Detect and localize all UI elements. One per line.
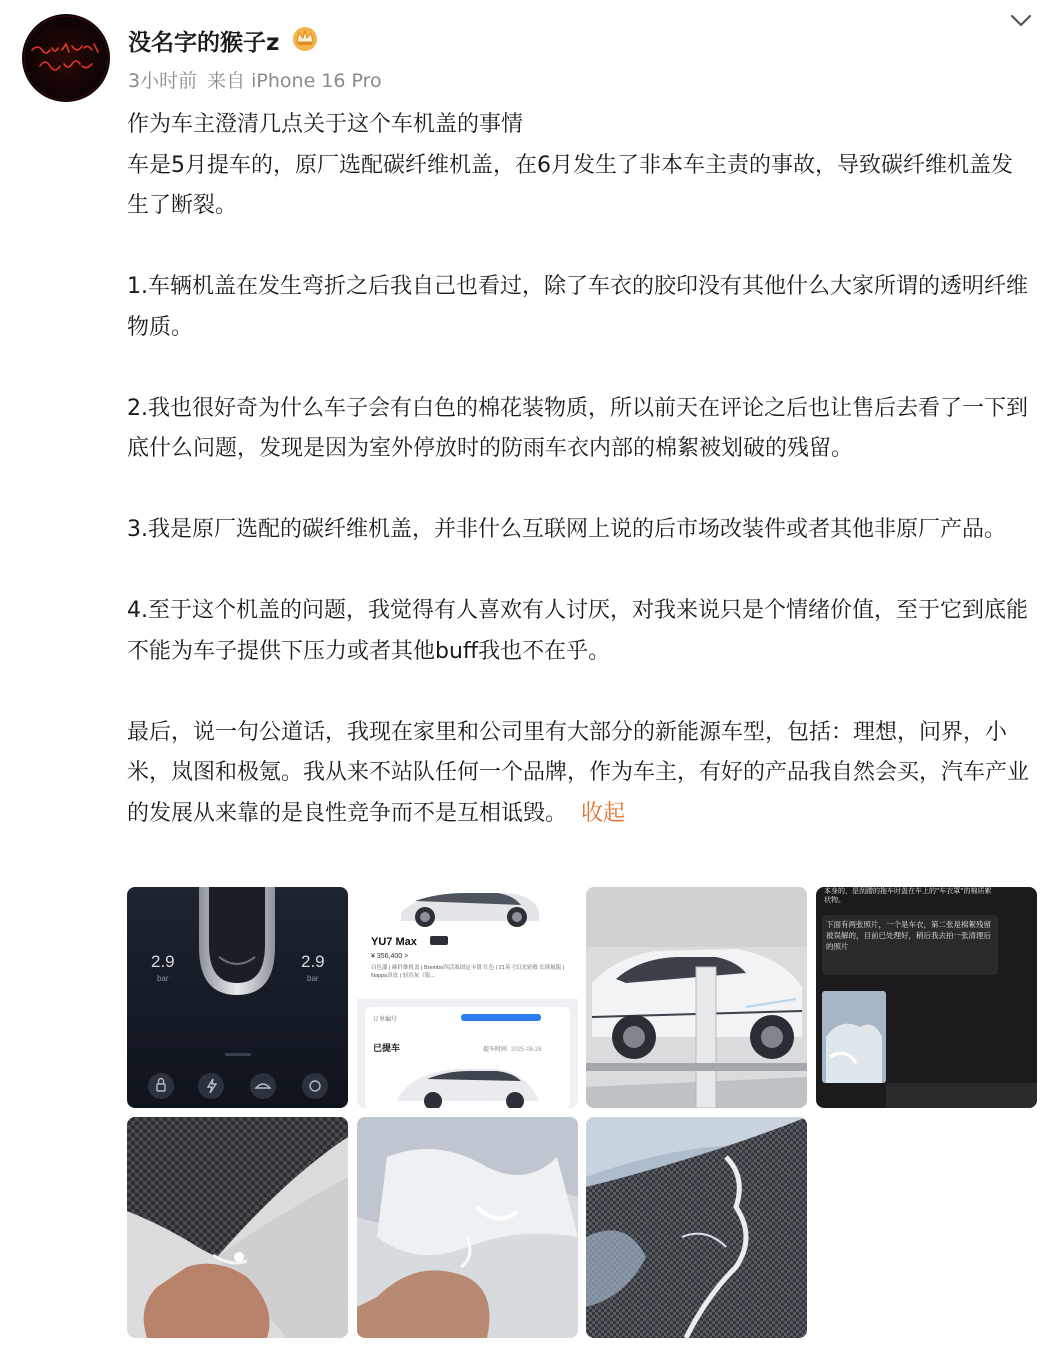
post-point-4: 4.至于这个机盖的问题，我觉得有人喜欢有人讨厌，对我来说只是个情绪价值，至于它到底能不能为车子提供下压力或者其他buff我也不在乎。 xyxy=(127,598,1028,664)
post-meta xyxy=(128,66,382,93)
image-cotton-residue[interactable] xyxy=(357,1117,578,1338)
chat-top-text: 本身的，是刮蹭的拖车时盖在车上的"车衣罩"的棉质絮状物。 xyxy=(824,887,992,904)
neon-sign-icon xyxy=(22,14,110,102)
tire-left-unit: bar xyxy=(157,974,169,983)
username[interactable]: 没名字的猴子z xyxy=(128,30,280,56)
chevron-down-icon[interactable] xyxy=(1006,10,1036,32)
post-intro: 车是5月提车的，原厂选配碳纤维机盖，在6月发生了非本车主责的事故，导致碳纤维机盖发生了断裂。 xyxy=(127,152,1013,218)
collapse-link[interactable]: 收起 xyxy=(581,800,626,826)
post-body xyxy=(127,105,1032,834)
order-spec: 白色漆 | 碳纤维机盖 | Brembo四活塞固定卡钳 红色 | 21英寸幻光轮毂 长续航版 | Nappa真皮 | 轻岩灰（银... xyxy=(371,965,565,979)
order-price: ¥ 356,400 > xyxy=(371,953,409,960)
image-carbon-hood-hand[interactable] xyxy=(127,1117,348,1338)
post-time: 3小时前 xyxy=(128,70,198,92)
image-tire-pressure[interactable] xyxy=(127,887,348,1108)
avatar[interactable] xyxy=(22,14,110,102)
post-point-2: 2.我也很好奇为什么车子会有白色的棉花装物质，所以前天在评论之后也让售后去看了一下到底什么问题，发现是因为室外停放时的防雨车衣内部的棉絮被划破的残留。 xyxy=(127,395,1028,461)
order-model: YU7 Max xyxy=(371,936,417,948)
image-order-screen[interactable] xyxy=(357,887,578,1108)
post-point-1: 1.车辆机盖在发生弯折之后我自己也看过，除了车衣的胶印没有其他什么大家所谓的透明纤维物质。 xyxy=(127,274,1028,340)
order-date-label: 提车时间 xyxy=(483,1047,508,1053)
tire-right-unit: bar xyxy=(307,974,319,983)
post-source: 来自 iPhone 16 Pro xyxy=(207,70,382,92)
order-date: 2025-06-26 xyxy=(511,1047,542,1053)
tire-left-value: 2.9 xyxy=(151,952,175,971)
chat-message: 下面有两张照片，一个是车衣，第二张是棉絮残留被误解的，目前已处理好，稍后我去拍一张清理后的照片 xyxy=(826,920,991,951)
image-car-on-lift[interactable] xyxy=(586,887,807,1108)
post-closing-text: 最后，说一句公道话，我现在家里和公司里有大部分的新能源车型，包括：理想，问界，小米，岚图和极氪。我从来不站队任何一个品牌，作为车主，有好的产品我自然会买，汽车产业的发展从来靠的是良性竞争而不是互相诋毁。 xyxy=(127,719,1030,826)
order-status: 已提车 xyxy=(373,1043,401,1053)
post-closing xyxy=(127,713,1032,835)
image-broken-hood[interactable] xyxy=(586,1117,807,1338)
tire-right-value: 2.9 xyxy=(301,952,325,971)
order-number-label: 订单编号 xyxy=(373,1017,398,1023)
image-chat-screenshot[interactable] xyxy=(816,887,1037,1108)
post-point-3: 3.我是原厂选配的碳纤维机盖，并非什么互联网上说的后市场改装件或者其他非原厂产品。 xyxy=(127,517,1006,542)
post-title: 作为车主澄清几点关于这个车机盖的事情 xyxy=(127,112,524,137)
crown-badge-icon[interactable] xyxy=(290,24,320,52)
